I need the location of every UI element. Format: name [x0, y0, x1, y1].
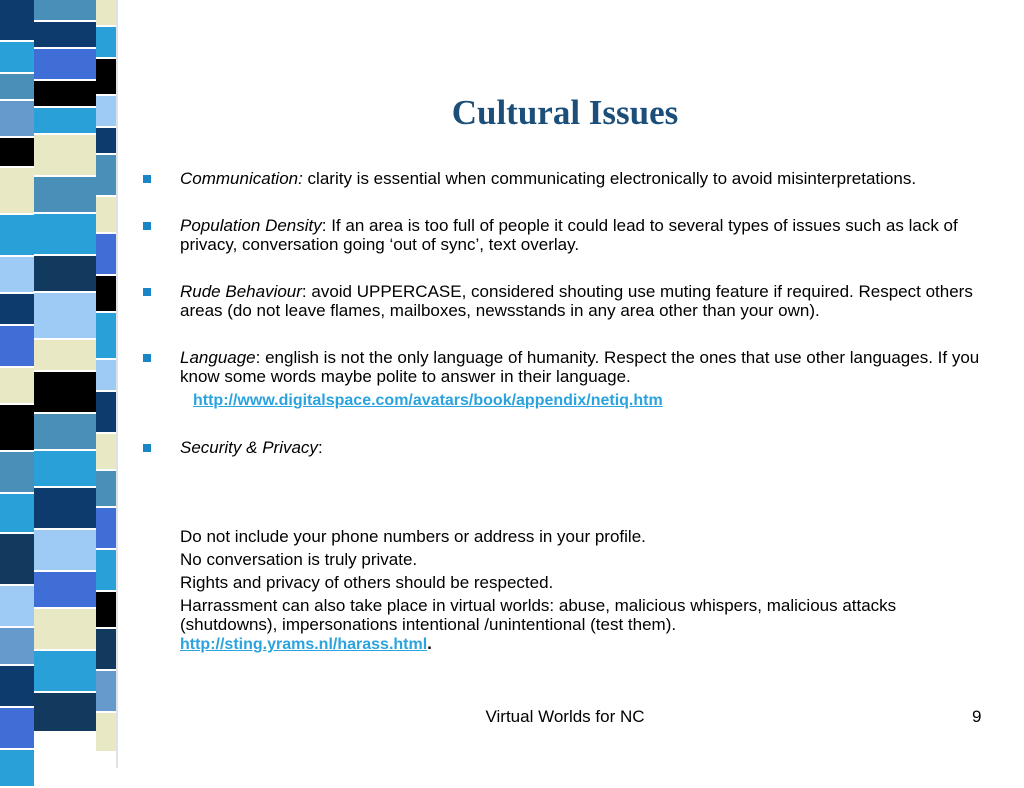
stripe-block — [96, 360, 116, 392]
stripe-block — [34, 214, 96, 256]
bullet-communication — [141, 169, 991, 188]
stripe-block — [0, 326, 34, 368]
stripe-block — [34, 108, 96, 135]
stripe-block — [34, 81, 96, 108]
stripe-block — [0, 215, 34, 257]
bullet-population-density — [141, 216, 991, 254]
stripe-block — [96, 155, 116, 197]
stripe-block — [0, 405, 34, 452]
stripe-block — [34, 372, 96, 414]
stripe-block — [34, 256, 96, 293]
stripe-block — [34, 0, 96, 22]
stripe-block — [0, 452, 34, 494]
stripe-block — [96, 59, 116, 96]
stripe-block — [0, 0, 34, 42]
stripe-block — [96, 713, 116, 753]
bullet-term: Population Density — [180, 216, 322, 235]
stripe-block — [96, 27, 116, 59]
square-bullet-icon — [143, 444, 151, 452]
stripe-block — [34, 451, 96, 488]
stripe-block — [34, 609, 96, 651]
stripe-block — [34, 572, 96, 609]
stripe-block — [0, 494, 34, 534]
stripe-block — [0, 74, 34, 101]
stripe-block — [34, 49, 96, 81]
stripe-block — [96, 96, 116, 128]
stripe-block — [34, 488, 96, 530]
stripe-block — [0, 294, 34, 326]
stripe-block — [96, 128, 116, 155]
security-point-harassment — [180, 596, 980, 654]
harass-link[interactable]: http://sting.yrams.nl/harass.html — [180, 636, 428, 653]
netiquette-link[interactable]: http://www.digitalspace.com/avatars/book/appendix/netiq.htm — [193, 392, 663, 409]
stripe-block — [34, 414, 96, 451]
stripe-block — [96, 592, 116, 629]
stripe-block — [96, 197, 116, 234]
slide-footer: Virtual Worlds for NC — [485, 707, 645, 726]
stripe-block — [96, 671, 116, 713]
stripe-block — [0, 586, 34, 628]
stripe-block — [0, 368, 34, 405]
stripe-block — [0, 168, 34, 215]
square-bullet-icon — [143, 354, 151, 362]
stripe-column-left — [0, 0, 34, 768]
bullet-language — [141, 348, 991, 410]
stripe-block — [0, 750, 34, 788]
stripe-block — [0, 257, 34, 294]
decorative-stripe-bar — [0, 0, 120, 768]
stripe-block — [96, 471, 116, 508]
stripe-column-middle — [34, 0, 96, 768]
stripe-block — [0, 708, 34, 750]
bullet-term: Rude Behaviour — [180, 282, 302, 301]
stripe-block — [96, 234, 116, 276]
stripe-block — [34, 135, 96, 177]
link-suffix: . — [427, 634, 432, 653]
bullet-security-privacy — [141, 438, 991, 457]
stripe-block — [34, 22, 96, 49]
stripe-block — [96, 629, 116, 671]
bullet-text: : — [317, 438, 323, 457]
stripe-block — [0, 101, 34, 138]
bullet-text: : If an area is too full of people it could lead to several types of issues such as lack of privacy, conversation going ‘out of sync’, text overlay. — [180, 216, 958, 254]
bullet-rude-behaviour — [141, 282, 991, 320]
stripe-block — [0, 534, 34, 586]
slide-title: Cultural Issues — [451, 93, 679, 132]
bullet-text: : english is not the only language of humanity. Respect the ones that use other languages. If you know some words maybe polite to answer in their language. — [180, 348, 980, 386]
security-point: Rights and privacy of others should be respected. — [180, 573, 554, 592]
stripe-block — [34, 693, 96, 733]
stripe-block — [96, 550, 116, 592]
security-point: No conversation is truly private. — [180, 550, 418, 569]
bullet-term: Communication: — [180, 169, 303, 188]
security-points — [180, 527, 980, 658]
stripe-block — [0, 628, 34, 666]
stripe-block — [0, 138, 34, 168]
stripe-column-right — [96, 0, 116, 768]
stripe-block — [34, 530, 96, 572]
bullet-text: : avoid UPPERCASE, considered shouting use muting feature if required. Respect others areas (do not leave flames, mailboxes, newsstands in any area other than your own). — [180, 282, 973, 320]
security-point-text: Harrassment can also take place in virtual worlds: abuse, malicious whispers, malicious attacks (shutdowns), impersonations intentional /unintentional (test them). — [180, 596, 897, 634]
stripe-block — [0, 666, 34, 708]
stripe-block — [96, 508, 116, 550]
square-bullet-icon — [143, 175, 151, 183]
stripe-block — [96, 392, 116, 434]
stripe-block — [34, 340, 96, 372]
square-bullet-icon — [143, 222, 151, 230]
stripe-block — [96, 313, 116, 360]
security-point: Do not include your phone numbers or address in your profile. — [180, 527, 646, 546]
stripe-block — [0, 42, 34, 74]
square-bullet-icon — [143, 288, 151, 296]
stripe-block — [34, 651, 96, 693]
stripe-block — [34, 293, 96, 340]
bullet-text: clarity is essential when communicating electronically to avoid misinterpretations. — [302, 169, 917, 188]
bullet-term: Security & Privacy — [180, 438, 318, 457]
stripe-block — [34, 177, 96, 214]
bullet-list — [141, 169, 991, 457]
stripe-edge-line — [116, 0, 118, 768]
stripe-block — [96, 434, 116, 471]
stripe-block — [96, 0, 116, 27]
bullet-term: Language — [180, 348, 256, 367]
stripe-block — [96, 276, 116, 313]
page-number: 9 — [972, 707, 982, 726]
